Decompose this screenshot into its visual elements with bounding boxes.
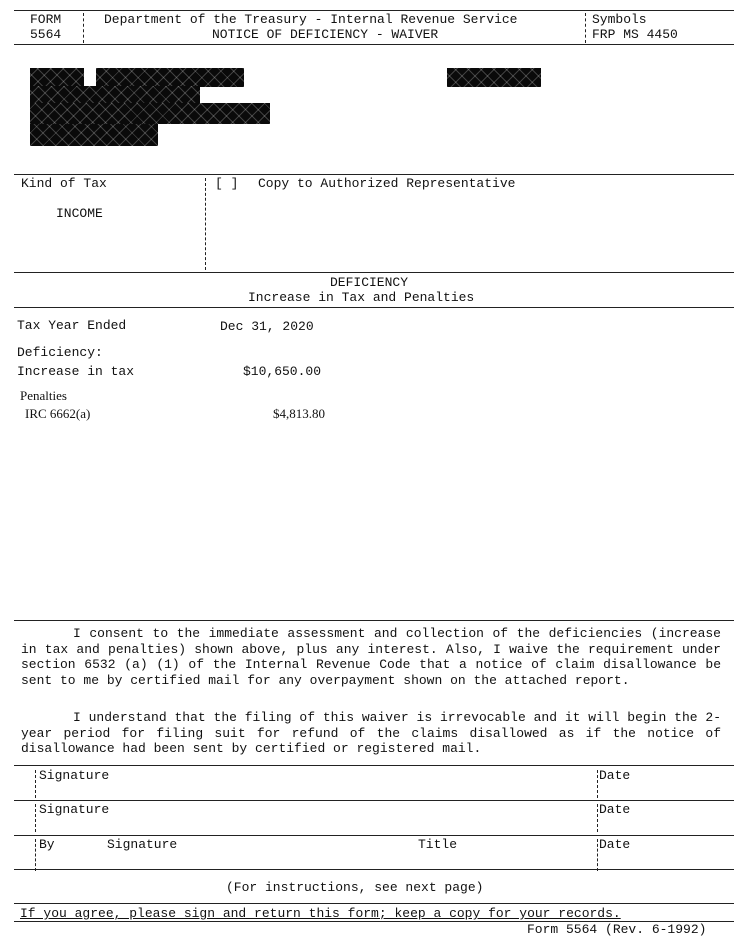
form-title: NOTICE OF DEFICIENCY - WAIVER <box>212 27 439 42</box>
instructions-note: (For instructions, see next page) <box>226 880 484 895</box>
signature-row2-date-tick <box>597 804 598 832</box>
title-field[interactable]: Title <box>418 837 458 852</box>
signature-bottom-rule <box>14 869 734 870</box>
consent-top-rule <box>14 620 734 621</box>
agency-name: Department of the Treasury - Internal Revenue Service <box>104 12 518 27</box>
deficiency-heading-rule <box>14 307 734 308</box>
form-number: 5564 <box>30 27 62 42</box>
tax-kind-label: Kind of Tax <box>21 176 107 191</box>
signature-field-2[interactable]: Signature <box>39 802 110 817</box>
redacted-identifier <box>447 68 541 87</box>
form-label: FORM <box>30 12 62 27</box>
signature-row2-rule <box>14 835 734 836</box>
redacted-address-2 <box>30 103 270 124</box>
date-field-2[interactable]: Date <box>599 802 631 817</box>
agree-instructions: If you agree, please sign and return this form; keep a copy for your records. <box>20 906 621 921</box>
deficiency-heading: DEFICIENCY <box>330 275 409 290</box>
signature-row1-left-tick <box>35 770 36 798</box>
deficiency-subheading: Increase in Tax and Penalties <box>248 290 475 305</box>
date-field-3[interactable]: Date <box>599 837 631 852</box>
signature-top-rule <box>14 765 734 766</box>
header-bottom-rule <box>14 44 734 45</box>
tax-year-label: Tax Year Ended <box>17 318 127 333</box>
signature-row3-date-tick <box>597 839 598 871</box>
signature-row2-left-tick <box>35 804 36 832</box>
signature-row1-date-tick <box>597 770 598 798</box>
deficiency-label: Deficiency: <box>17 345 103 360</box>
header-divider-right <box>585 13 586 43</box>
penalties-label: Penalties <box>20 388 67 403</box>
header-top-rule <box>14 10 734 11</box>
signature-row3-left-tick <box>35 839 36 871</box>
consent-paragraph-2: I understand that the filing of this waiver is irrevocable and it will begin the 2-year period for filing suit for refund of the claims disallowed as if the notice of disallowance had been sent by certified or registered mail. <box>21 710 721 756</box>
tax-kind-bottom-rule <box>14 272 734 273</box>
irc-6662a-value: $4,813.80 <box>273 406 325 421</box>
consent-paragraph-1: I consent to the immediate assessment and collection of the deficiencies (increase in tax and penalties) shown above, plus any interest. Also, I waive the requirement under section 6532 (a) (1) of the Internal Revenue Code that a notice of claim disallowance be sent to me by certified mail for any overpayment shown on the attached report. <box>21 626 721 688</box>
symbols-label: Symbols <box>592 12 647 27</box>
symbols-value: FRP MS 4450 <box>592 27 678 42</box>
date-field-1[interactable]: Date <box>599 768 631 783</box>
footer-top-rule <box>14 903 734 904</box>
increase-in-tax-value: $10,650.00 <box>243 364 322 379</box>
redacted-name-2 <box>96 68 244 87</box>
copy-rep-checkbox[interactable]: [ ] <box>215 176 239 191</box>
signature-row1-rule <box>14 800 734 801</box>
tax-kind-value: INCOME <box>56 206 103 221</box>
increase-in-tax-label: Increase in tax <box>17 364 135 379</box>
tax-year-value: Dec 31, 2020 <box>220 319 314 334</box>
irc-6662a-label: IRC 6662(a) <box>25 406 91 421</box>
redacted-address-1 <box>30 86 200 104</box>
redacted-name <box>30 68 84 87</box>
by-label: By <box>39 837 55 852</box>
tax-kind-divider <box>205 178 206 270</box>
header-divider-left <box>83 13 84 43</box>
signature-field-1[interactable]: Signature <box>39 768 110 783</box>
signature-field-3[interactable]: Signature <box>107 837 178 852</box>
redacted-address-3 <box>30 124 158 146</box>
form-revision: Form 5564 (Rev. 6-1992) <box>527 922 707 937</box>
copy-rep-label: Copy to Authorized Representative <box>258 176 516 191</box>
tax-kind-top-rule <box>14 174 734 175</box>
